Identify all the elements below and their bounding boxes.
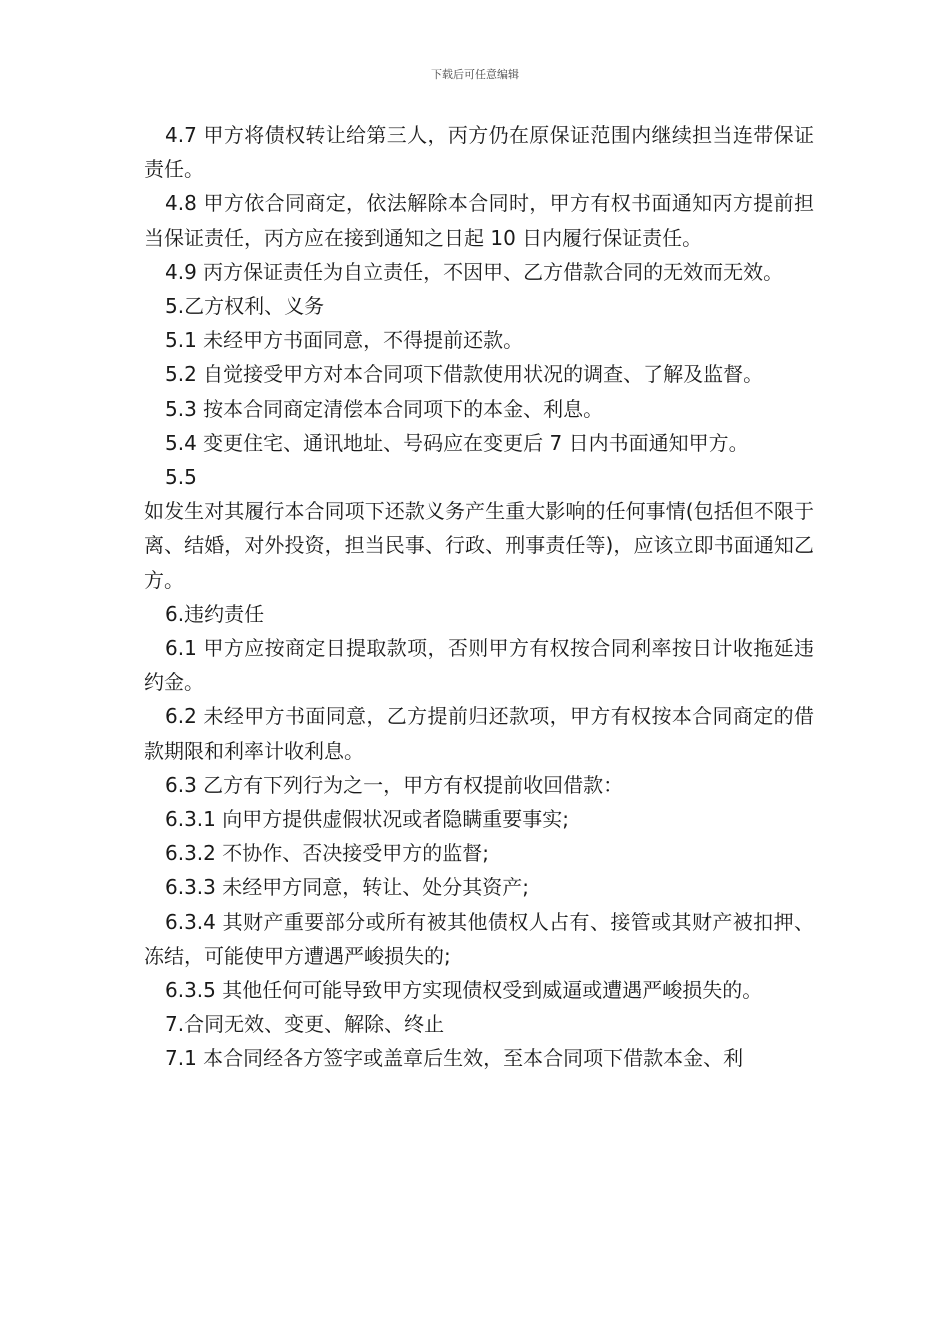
paragraph: 5.2 自觉接受甲方对本合同项下借款使用状况的调查、了解及监督。 (165, 362, 764, 387)
paragraph: 5.3 按本合同商定清偿本合同项下的本金、利息。 (165, 396, 604, 421)
paragraph: 6.3.3 未经甲方同意，转让、处分其资产; (165, 875, 529, 900)
paragraph: 6.3.1 向甲方提供虚假状况或者隐瞒重要事实; (165, 807, 569, 832)
paragraph: 7.合同无效、变更、解除、终止 (165, 1012, 445, 1037)
page-header: 下载后可任意编辑 (431, 68, 519, 81)
paragraph: 4.7 甲方将债权转让给第三人，丙方仍在原保证范围内继续担当连带保证责任。 (144, 123, 814, 182)
paragraph: 6.3 乙方有下列行为之一，甲方有权提前收回借款： (165, 772, 624, 797)
paragraph: 5.1 未经甲方书面同意，不得提前还款。 (165, 328, 524, 353)
paragraph: 4.9 丙方保证责任为自立责任，不因甲、乙方借款合同的无效而无效。 (165, 259, 784, 284)
paragraph: 6.3.2 不协作、否决接受甲方的监督; (165, 841, 489, 866)
document-body (144, 118, 814, 1076)
paragraph: 5.乙方权利、义务 (165, 294, 325, 319)
paragraph: 6.3.5 其他任何可能导致甲方实现债权受到威逼或遭遇严峻损失的。 (165, 978, 763, 1003)
paragraph: 6.2 未经甲方书面同意，乙方提前归还款项，甲方有权按本合同商定的借款期限和利率计收利息。 (144, 704, 814, 763)
paragraph: 5.4 变更住宅、通讯地址、号码应在变更后 7 日内书面通知甲方。 (165, 430, 749, 455)
paragraph: 5.5 (165, 465, 197, 490)
paragraph: 6.3.4 其财产重要部分或所有被其他债权人占有、接管或其财产被扣押、冻结，可能使甲方遭遇严峻损失的; (144, 909, 814, 968)
paragraph: 7.1 本合同经各方签字或盖章后生效，至本合同项下借款本金、利 (165, 1046, 744, 1071)
paragraph: 如发生对其履行本合同项下还款义务产生重大影响的任何事情(包括但不限于离、结婚，对外投资，担当民事、行政、刑事责任等)，应该立即书面通知乙方。 (144, 499, 814, 592)
paragraph: 4.8 甲方依合同商定，依法解除本合同时，甲方有权书面通知丙方提前担当保证责任，丙方应在接到通知之日起 10 日内履行保证责任。 (144, 191, 814, 250)
paragraph: 6.1 甲方应按商定日提取款项，否则甲方有权按合同利率按日计收拖延违约金。 (144, 636, 814, 695)
paragraph: 6.违约责任 (165, 601, 265, 626)
